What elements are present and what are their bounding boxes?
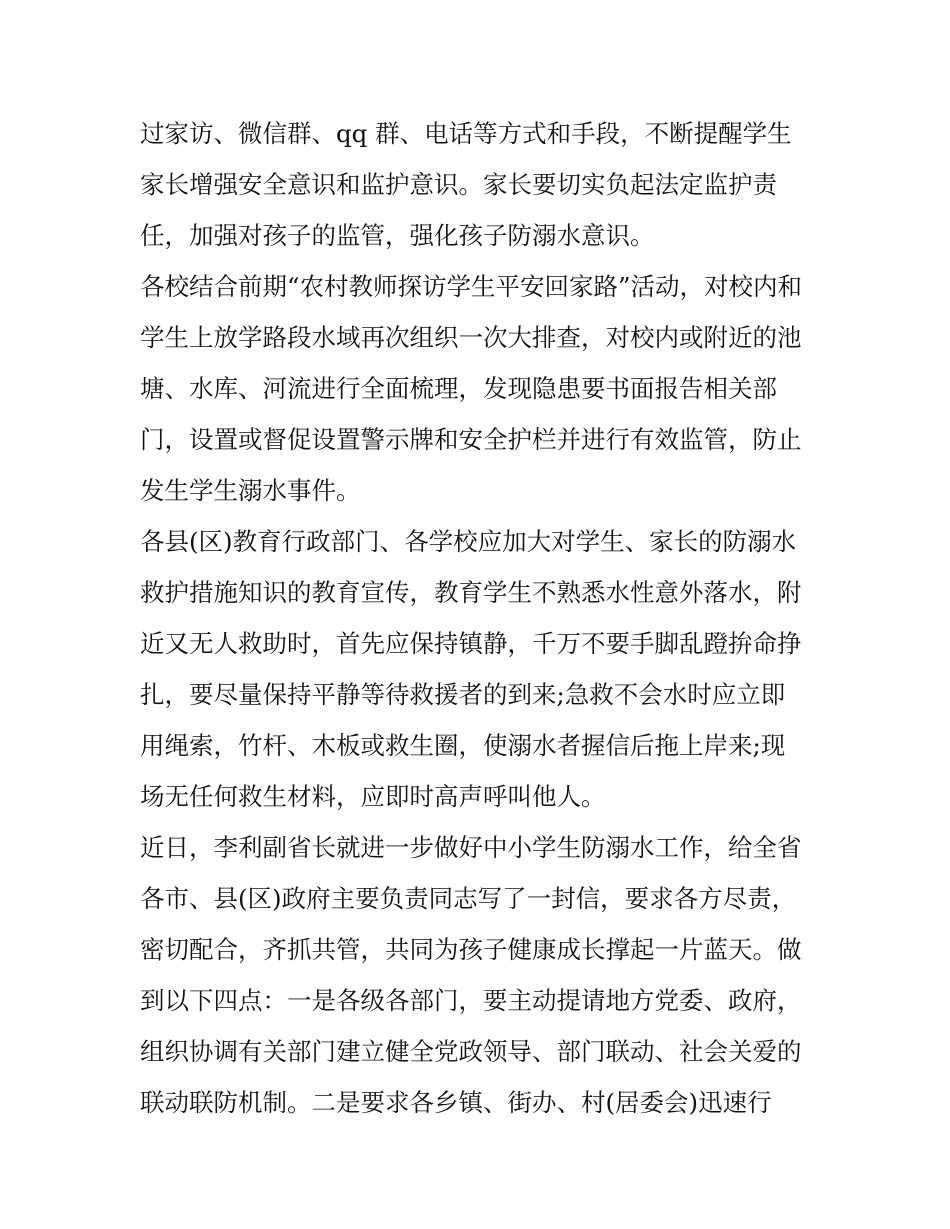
text-line: 学生上放学路段水域再次组织一次大排查，对校内或附近的池 — [140, 323, 802, 352]
text-line: 塘、水库、河流进行全面梳理，发现隐患要书面报告相关部 — [140, 374, 777, 403]
text-line: 到以下四点：一是各级各部门，要主动提请地方党委、政府， — [140, 986, 802, 1015]
document-body — [140, 108, 820, 1128]
paragraph-school-inspection — [140, 261, 820, 516]
text-line: 组织协调有关部门建立健全党政领导、部门联动、社会关爱的 — [140, 1037, 802, 1066]
text-line: 用绳索，竹杆、木板或救生圈，使溺水者握信后拖上岸来;现 — [140, 731, 786, 760]
text-line: 近日，李利副省长就进一步做好中小学生防溺水工作，给全省 — [140, 833, 802, 862]
text-line: 各县(区)教育行政部门、各学校应加大对学生、家长的防溺水 — [140, 527, 797, 556]
text-line: 救护措施知识的教育宣传，教育学生不熟悉水性意外落水，附 — [140, 578, 802, 607]
text-line: 发生学生溺水事件。 — [140, 476, 361, 505]
text-line: 联动联防机制。二是要求各乡镇、街办、村(居委会)迅速行 — [140, 1088, 772, 1117]
text-line: 任，加强对孩子的监管，强化孩子防溺水意识。 — [140, 221, 655, 250]
text-line: 各校结合前期“农村教师探访学生平安回家路”活动，对校内和 — [140, 272, 803, 301]
text-line: 家长增强安全意识和监护意识。家长要切实负起法定监护责 — [140, 170, 777, 199]
paragraph-vice-governor-letter — [140, 822, 820, 1128]
paragraph-rescue-education — [140, 516, 820, 822]
text-line: 近又无人救助时，首先应保持镇静，千万不要手脚乱蹬拚命挣 — [140, 629, 802, 658]
paragraph-home-visit-reminder — [140, 108, 820, 261]
text-line: 扎，要尽量保持平静等待救援者的到来;急救不会水时应立即 — [140, 680, 786, 709]
text-line: 门，设置或督促设置警示牌和安全护栏并进行有效监管，防止 — [140, 425, 802, 454]
text-line: 过家访、微信群、qq 群、电话等方式和手段，不断提醒学生 — [140, 119, 792, 148]
text-line: 密切配合，齐抓共管，共同为孩子健康成长撑起一片蓝天。做 — [140, 935, 802, 964]
text-line: 场无任何救生材料，应即时高声呼叫他人。 — [140, 782, 606, 811]
text-line: 各市、县(区)政府主要负责同志写了一封信，要求各方尽责， — [140, 884, 797, 913]
